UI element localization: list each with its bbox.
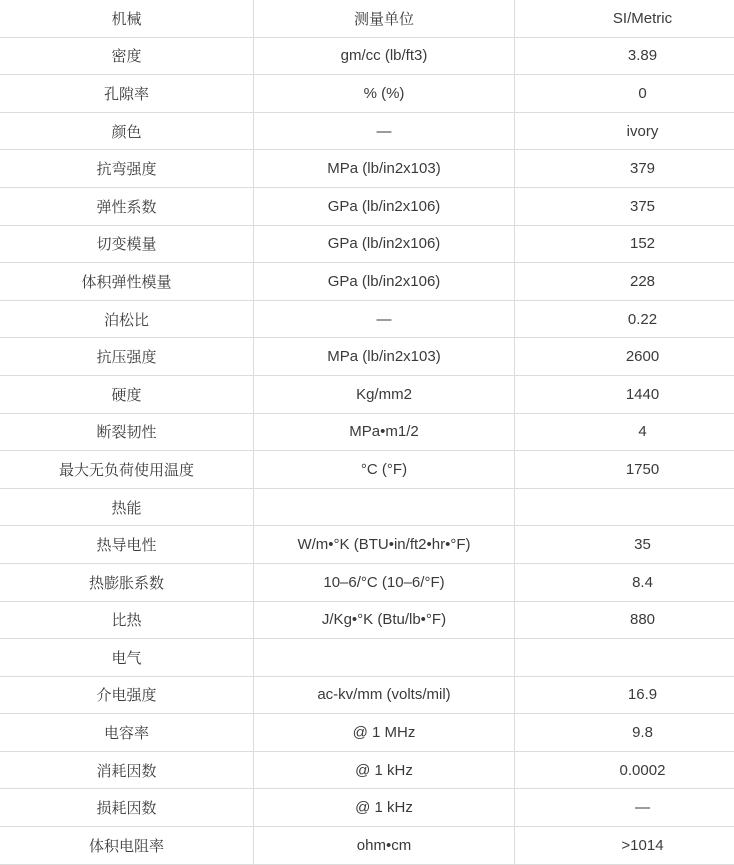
value-cell: 379 — [515, 150, 734, 188]
value-cell: >1014 — [515, 827, 734, 865]
table-row — [0, 263, 734, 301]
table-row — [0, 150, 734, 188]
property-cell: 电容率 — [0, 714, 254, 752]
unit-cell: @ 1 kHz — [254, 789, 515, 827]
property-cell: 孔隙率 — [0, 75, 254, 113]
value-cell: 35 — [515, 526, 734, 564]
value-cell: 8.4 — [515, 563, 734, 601]
table-row — [0, 37, 734, 75]
property-cell: 热膨胀系数 — [0, 563, 254, 601]
property-cell: 介电强度 — [0, 676, 254, 714]
table-row — [0, 413, 734, 451]
table-row — [0, 187, 734, 225]
unit-cell: gm/cc (lb/ft3) — [254, 37, 515, 75]
value-cell: 4 — [515, 413, 734, 451]
unit-cell: Kg/mm2 — [254, 375, 515, 413]
value-cell: 1750 — [515, 451, 734, 489]
value-cell: 375 — [515, 187, 734, 225]
unit-cell: — — [254, 300, 515, 338]
unit-cell: ohm•cm — [254, 827, 515, 865]
unit-cell: @ 1 kHz — [254, 751, 515, 789]
unit-cell: 测量单位 — [254, 0, 515, 37]
table-row — [0, 338, 734, 376]
table-row — [0, 488, 734, 526]
value-cell: 0.22 — [515, 300, 734, 338]
unit-cell: GPa (lb/in2x106) — [254, 187, 515, 225]
unit-cell: — — [254, 112, 515, 150]
unit-cell: GPa (lb/in2x106) — [254, 225, 515, 263]
property-cell: 热能 — [0, 488, 254, 526]
property-cell: 切变模量 — [0, 225, 254, 263]
property-cell: 损耗因数 — [0, 789, 254, 827]
property-cell: 体积电阻率 — [0, 827, 254, 865]
value-cell: 9.8 — [515, 714, 734, 752]
property-cell: 硬度 — [0, 375, 254, 413]
value-cell: 1440 — [515, 375, 734, 413]
property-cell: 泊松比 — [0, 300, 254, 338]
value-cell: 3.89 — [515, 37, 734, 75]
table-row — [0, 639, 734, 677]
unit-cell: MPa•m1/2 — [254, 413, 515, 451]
value-cell: 2600 — [515, 338, 734, 376]
value-cell: 228 — [515, 263, 734, 301]
property-cell: 电气 — [0, 639, 254, 677]
table-row — [0, 601, 734, 639]
value-cell: 16.9 — [515, 676, 734, 714]
property-cell: 抗压强度 — [0, 338, 254, 376]
table-row — [0, 563, 734, 601]
table-row — [0, 526, 734, 564]
property-cell: 机械 — [0, 0, 254, 37]
unit-cell — [254, 639, 515, 677]
table-row — [0, 112, 734, 150]
table-row — [0, 789, 734, 827]
unit-cell: MPa (lb/in2x103) — [254, 150, 515, 188]
unit-cell: °C (°F) — [254, 451, 515, 489]
value-cell: ivory — [515, 112, 734, 150]
value-cell: SI/Metric — [515, 0, 734, 37]
table-row — [0, 0, 734, 37]
table-row — [0, 75, 734, 113]
value-cell: 0.0002 — [515, 751, 734, 789]
property-cell: 弹性系数 — [0, 187, 254, 225]
value-cell: 880 — [515, 601, 734, 639]
property-cell: 消耗因数 — [0, 751, 254, 789]
property-cell: 密度 — [0, 37, 254, 75]
unit-cell: ac-kv/mm (volts/mil) — [254, 676, 515, 714]
unit-cell: MPa (lb/in2x103) — [254, 338, 515, 376]
unit-cell: % (%) — [254, 75, 515, 113]
value-cell: 0 — [515, 75, 734, 113]
property-cell: 体积弹性模量 — [0, 263, 254, 301]
value-cell — [515, 488, 734, 526]
unit-cell: GPa (lb/in2x106) — [254, 263, 515, 301]
unit-cell: J/Kg•°K (Btu/lb•°F) — [254, 601, 515, 639]
table-row — [0, 300, 734, 338]
unit-cell: 10–6/°C (10–6/°F) — [254, 563, 515, 601]
table-row — [0, 751, 734, 789]
property-cell: 抗弯强度 — [0, 150, 254, 188]
table-row — [0, 451, 734, 489]
table-row — [0, 827, 734, 865]
unit-cell: @ 1 MHz — [254, 714, 515, 752]
property-cell: 比热 — [0, 601, 254, 639]
table-row — [0, 714, 734, 752]
property-cell: 热导电性 — [0, 526, 254, 564]
property-cell: 最大无负荷使用温度 — [0, 451, 254, 489]
value-cell: — — [515, 789, 734, 827]
value-cell: 152 — [515, 225, 734, 263]
value-cell — [515, 639, 734, 677]
property-cell: 断裂韧性 — [0, 413, 254, 451]
table-row — [0, 225, 734, 263]
table-row — [0, 676, 734, 714]
unit-cell — [254, 488, 515, 526]
property-cell: 颜色 — [0, 112, 254, 150]
unit-cell: W/m•°K (BTU•in/ft2•hr•°F) — [254, 526, 515, 564]
table-row — [0, 375, 734, 413]
